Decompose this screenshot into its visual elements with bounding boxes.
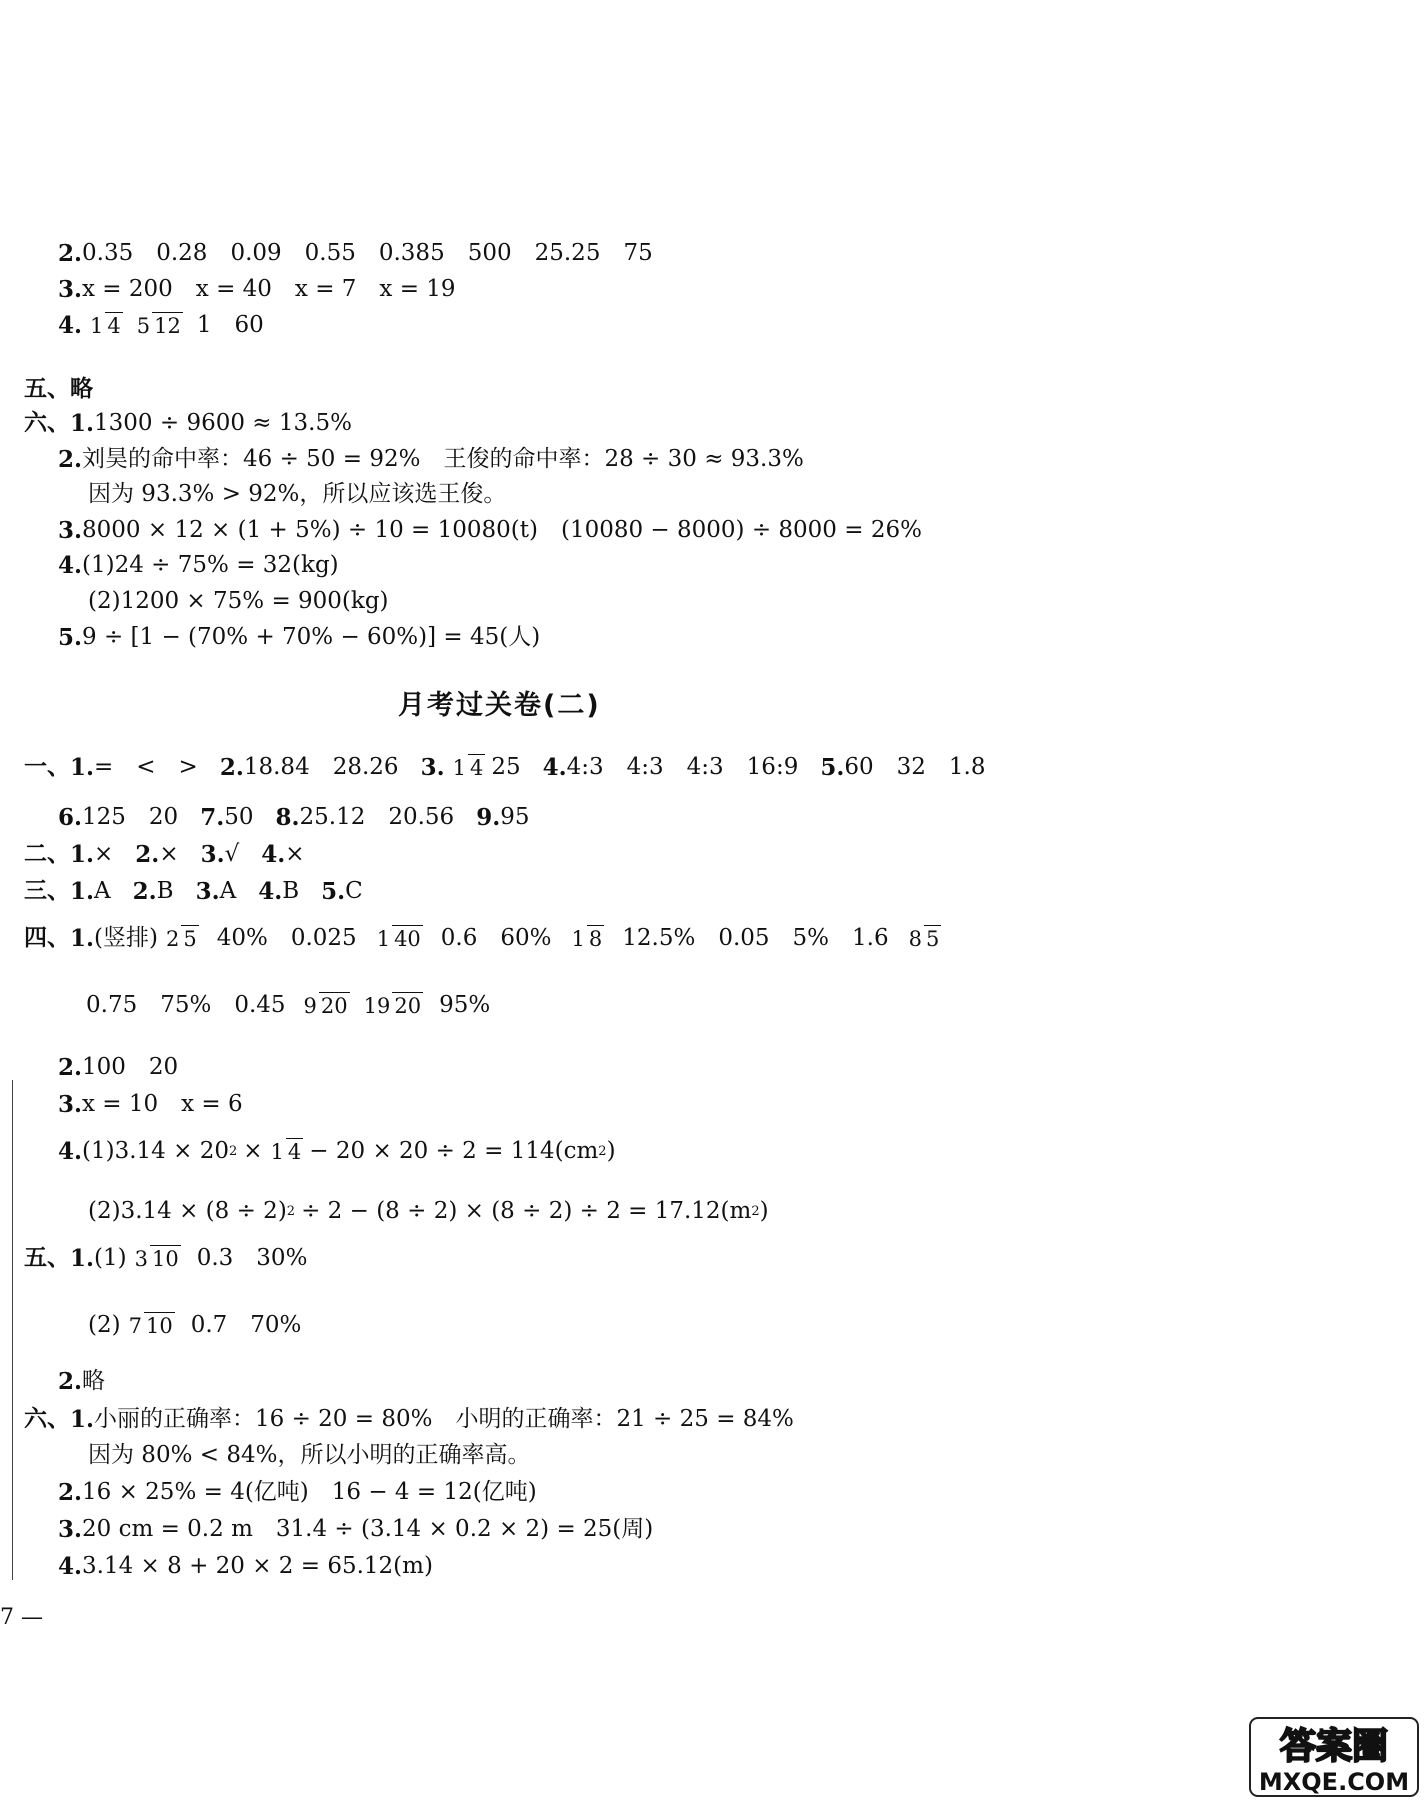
answer-text: 0.7 70% (190, 1312, 302, 1339)
answer-text: × (159, 841, 179, 867)
fraction: 9 20 (303, 994, 348, 1018)
answer-text: × (243, 1138, 263, 1165)
fraction: 3 10 (134, 1247, 179, 1271)
answer-text: 25.12 20.56 (299, 804, 455, 830)
answer-line (88, 483, 506, 506)
answer-text: (竖排) (94, 925, 158, 952)
answer-text: (1)24 ÷ 75% = 32(kg) (82, 552, 339, 578)
item-number: 1. (70, 878, 95, 905)
item-number: 2. (58, 1054, 83, 1081)
answer-line (24, 1408, 794, 1431)
answer-text: 因为 80% < 84%，所以小明的正确率高。 (88, 1442, 531, 1468)
answer-text: 8000 × 12 × (1 + 5%) ÷ 10 = 10080(t) (10080 − 8000) ÷ 8000 = 26% (82, 517, 922, 543)
answer-line (58, 519, 922, 542)
page-number: 7 — (0, 1605, 43, 1630)
answer-text: 4:3 4:3 4:3 16:9 (566, 754, 799, 781)
answer-text: √ (224, 841, 240, 867)
answer-line (58, 1555, 433, 1578)
item-number: 2. (219, 754, 244, 782)
answer-line (58, 626, 540, 649)
answer-text: 刘昊的命中率：46 ÷ 50 = 92% 王俊的命中率：28 ÷ 30 ≈ 93.3% (82, 446, 804, 472)
exponent: 2 (751, 1204, 760, 1219)
answer-text: 40% 0.025 (216, 925, 357, 952)
watermark-logo (1248, 1716, 1420, 1798)
item-number: 1. (70, 841, 95, 868)
item-number: 1. (70, 754, 95, 782)
answer-text: 0.35 0.28 0.09 0.55 0.385 500 25.25 75 (82, 240, 653, 266)
section-marker: 四、 (24, 925, 70, 952)
answer-text: (1) (94, 1245, 127, 1272)
answer-text: 60 32 1.8 (844, 754, 986, 781)
item-number: 2. (58, 240, 83, 267)
answer-text: ÷ 2 − (8 ÷ 2) × (8 ÷ 2) ÷ 2 = 17.12(m (301, 1198, 752, 1224)
item-number: 1. (70, 925, 95, 953)
item-number: 3. (420, 754, 445, 782)
section-marker: 六、 (24, 410, 70, 436)
answer-text: x = 200 x = 40 x = 7 x = 19 (82, 276, 456, 302)
item-number: 2. (132, 878, 157, 905)
item-number: 8. (275, 804, 300, 831)
answer-text: 0.6 60% (440, 925, 552, 952)
section-marker: 五、 (24, 1245, 70, 1272)
answer-text: 50 (224, 804, 254, 830)
fraction: 2 5 (165, 927, 197, 951)
item-number: 5. (321, 878, 346, 905)
item-number: 1. (70, 1245, 95, 1273)
answer-text: 20 cm = 0.2 m 31.4 ÷ (3.14 × 0.2 × 2) = 25(周) (82, 1516, 654, 1542)
item-number: 3. (200, 841, 225, 868)
answer-line (58, 1518, 653, 1541)
item-number: 7. (200, 804, 225, 831)
answer-line (58, 1093, 243, 1116)
item-number: 2. (135, 841, 160, 868)
answer-text: 1 60 (196, 312, 264, 339)
item-number: 2. (58, 446, 83, 473)
item-number: 4. (261, 841, 286, 868)
fraction: 8 5 (908, 927, 940, 951)
fraction: 19 20 (363, 994, 422, 1018)
answer-line (58, 242, 653, 265)
fraction: 5 12 (136, 314, 181, 338)
answer-text: 五、略 (24, 376, 93, 402)
item-number: 4. (542, 754, 567, 782)
answer-text: (1)3.14 × 20 (82, 1138, 229, 1165)
item-number: 1. (70, 1406, 95, 1433)
fraction: 1 4 (270, 1140, 302, 1164)
answer-text: 0.75 75% 0.45 (86, 992, 286, 1019)
answer-line (58, 448, 804, 471)
answer-text: B (282, 878, 300, 904)
exponent: 2 (228, 1144, 238, 1160)
item-number: 4. (58, 1553, 83, 1580)
answer-line (88, 1200, 769, 1223)
answer-text: 略 (82, 1368, 106, 1394)
fraction: 1 4 (452, 756, 484, 780)
exponent: 2 (286, 1204, 296, 1219)
item-number: 2. (58, 1368, 83, 1395)
item-number: 3. (195, 878, 220, 905)
answer-text: × (285, 841, 305, 867)
answer-line (58, 1370, 105, 1393)
answer-line (58, 1481, 537, 1504)
section-marker: 三、 (24, 878, 70, 904)
item-number: 5. (58, 624, 83, 651)
answer-line (58, 554, 339, 577)
answer-line (24, 1245, 307, 1272)
answer-text: A (219, 878, 237, 904)
answer-text: 95 (500, 804, 530, 830)
section-marker: 二、 (24, 841, 70, 867)
answer-line (88, 1312, 301, 1339)
item-number: 4. (58, 312, 83, 340)
answer-text: 0.3 30% (196, 1245, 308, 1272)
answer-text: 100 20 (82, 1054, 179, 1080)
answer-line (88, 1444, 530, 1467)
answer-text: 小丽的正确率：16 ÷ 20 = 80% 小明的正确率：21 ÷ 25 = 84% (94, 1406, 794, 1432)
answer-line (88, 590, 389, 613)
answer-text: 3.14 × 8 + 20 × 2 = 65.12(m) (82, 1553, 433, 1579)
answer-text: ) (606, 1138, 616, 1165)
answer-text: × (94, 841, 114, 867)
item-number: 9. (476, 804, 501, 831)
answer-text: (2)1200 × 75% = 900(kg) (88, 588, 389, 614)
answer-line (24, 754, 985, 781)
section-marker: 一、 (24, 754, 70, 781)
item-number: 4. (58, 1138, 83, 1166)
watermark-bottom-text: MXQE.COM (1258, 1768, 1410, 1796)
answer-text: (2) (88, 1312, 121, 1339)
fraction: 1 4 (90, 314, 121, 338)
answer-text: 12.5% 0.05 5% 1.6 (622, 925, 889, 952)
answer-text: 因为 93.3% > 92%，所以应该选王俊。 (88, 481, 507, 507)
answer-text: 16 × 25% = 4(亿吨) 16 − 4 = 12(亿吨) (82, 1479, 537, 1505)
answer-line (24, 412, 352, 435)
item-number: 2. (58, 1479, 83, 1506)
answer-text: − 20 × 20 ÷ 2 = 114(cm (309, 1138, 599, 1165)
answer-line (86, 992, 490, 1019)
answer-line (58, 806, 530, 829)
fraction: 1 40 (376, 927, 421, 951)
answer-text: x = 10 x = 6 (82, 1091, 243, 1117)
answer-line (24, 378, 93, 401)
fraction: 7 10 (128, 1314, 173, 1338)
answer-text: ) (759, 1198, 769, 1224)
answer-text: = < > (94, 754, 198, 781)
answer-line (24, 843, 305, 866)
answer-text: A (94, 878, 111, 904)
answer-line (58, 312, 264, 339)
item-number: 1. (70, 410, 95, 437)
answer-line (24, 925, 947, 952)
answer-text: B (156, 878, 174, 904)
answer-line (24, 880, 363, 903)
answer-line (58, 1138, 616, 1165)
item-number: 5. (820, 754, 845, 782)
answer-text: 18.84 28.26 (243, 754, 399, 781)
answer-text: 9 ÷ [1 − (70% + 70% − 60%)] = 45(人) (82, 624, 541, 650)
section-title: 月考过关卷(二) (398, 690, 601, 721)
margin-rule (12, 1080, 13, 1580)
answer-text: 25 (491, 754, 521, 781)
answer-line (58, 1056, 178, 1079)
item-number: 4. (58, 552, 83, 579)
item-number: 4. (258, 878, 283, 905)
item-number: 3. (58, 276, 83, 303)
item-number: 3. (58, 517, 83, 544)
item-number: 3. (58, 1516, 83, 1543)
exponent: 2 (598, 1144, 607, 1160)
item-number: 3. (58, 1091, 83, 1118)
answer-text: 1300 ÷ 9600 ≈ 13.5% (94, 410, 352, 436)
answer-text: (2)3.14 × (8 ÷ 2) (88, 1198, 287, 1224)
answer-text: 125 20 (82, 804, 179, 830)
item-number: 6. (58, 804, 83, 831)
answer-line (58, 278, 456, 301)
answer-text: C (345, 878, 363, 904)
watermark-top-text: 答案圈 (1279, 1726, 1389, 1767)
answer-text: 95% (439, 992, 491, 1019)
fraction: 1 8 (571, 927, 603, 951)
section-marker: 六、 (24, 1406, 70, 1432)
